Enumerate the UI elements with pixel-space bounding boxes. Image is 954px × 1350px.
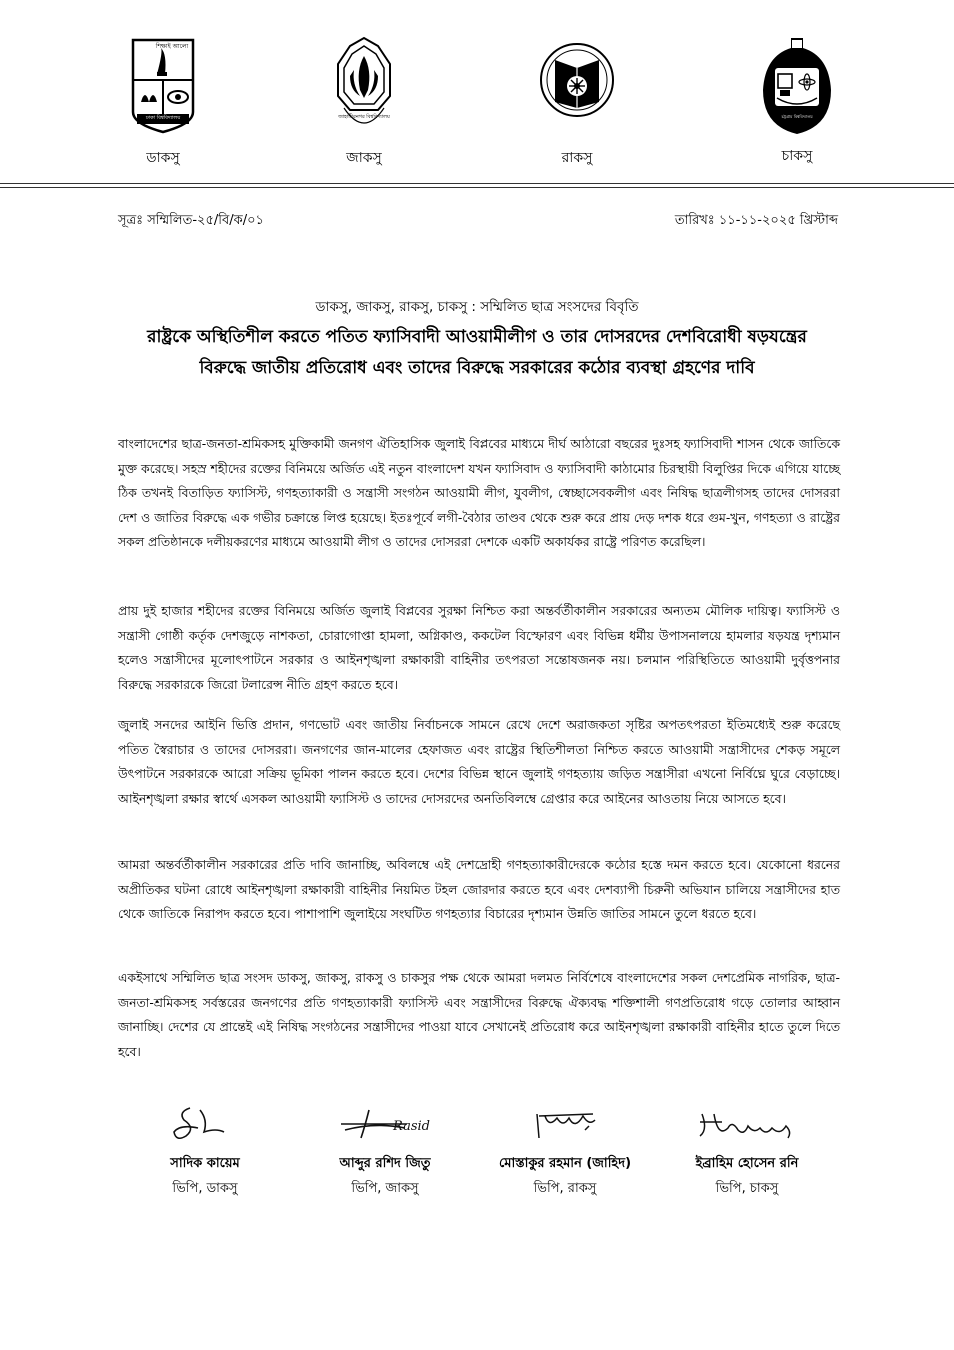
- signatory-name-cucsu: ইব্রাহিম হোসেন রনি: [695, 1156, 799, 1171]
- signatory-role-jucsu: ভিপি, জাকসু: [351, 1181, 419, 1196]
- signature-block-cucsu: [652, 1102, 842, 1200]
- ducsu-seal-motto: শিক্ষাই আলো: [155, 43, 189, 50]
- body-paragraph-3: জুলাই সনদের আইনি ভিত্তি প্রদান, গণভোট এবং জাতীয় নির্বাচনকে সামনে রেখে দেশে অরাজকতা সৃষ্টির অপতৎপরতা ইতিমধ্যেই শুরু করেছে পতিত স্বৈরাচার ও তাদের দোসররা। জনগণের জান-মালের হেফাজত এবং রাষ্ট্রের স্থিতিশীলতা নিশ্চিত করতে আওয়ামী সন্ত্রাসীদের শেকড় সমূলে উৎপাটনে সরকারকে আরো সক্রিয় ভূমিকা পালন করতে হবে। দেশের বিভিন্ন স্থানে জুলাই গণহত্যায় জড়িত সন্ত্রাসীরা এখনো নির্বিঘ্নে ঘুরে বেড়াচ্ছে। আইনশৃঙ্খলা রক্ষার স্বার্থে এসকল আওয়ামী ফ্যাসিস্ট ও তাদের দোসরদের অনতিবিলম্বে গ্রেপ্তার করে আইনের আওতায় নিয়ে আসতে হবে।: [118, 717, 840, 806]
- header-rule-secondary: [0, 187, 954, 188]
- signature-icon: [160, 1102, 250, 1148]
- statement-subtitle: ডাকসু, জাকসু, রাকসু, চাকসু : সম্মিলিত ছাত্র সংসদের বিবৃতি: [315, 299, 639, 315]
- body-paragraph-5: একইসাথে সম্মিলিত ছাত্র সংসদ ডাকসু, জাকসু, রাকসু ও চাকসুর পক্ষ থেকে আমরা দলমত নির্বিশেষে বাংলাদেশের সকল দেশপ্রেমিক নাগরিক, ছাত্র-জনতা-শ্রমিকসহ সর্বস্তরের জনগণের প্রতি গণহত্যাকারী ফ্যাসিস্ট এবং সন্ত্রাসীদের বিরুদ্ধে ঐক্যবদ্ধ শক্তিশালী গণপ্রতিরোধ গড়ে তোলার আহ্বান জানাচ্ছি। দেশের যে প্রান্তেই এই নিষিদ্ধ সংগঠনের সন্ত্রাসীদের পাওয়া যাবে সেখানেই প্রতিরোধ করে আইনশৃঙ্খলা রক্ষাকারী বাহিনীর হাতে তুলে দিতে হবে।: [118, 970, 840, 1059]
- signatory-role-cucsu: ভিপি, চাকসু: [715, 1181, 779, 1196]
- signature-icon: [692, 1102, 802, 1148]
- jahangirnagar-university-seal-icon: [330, 34, 398, 138]
- body-paragraph-4: আমরা অন্তর্বর্তীকালীন সরকারের প্রতি দাবি জানাচ্ছি, অবিলম্বে এই দেশদ্রোহী গণহত্যাকারীদেরকে কঠোর হস্তে দমন করতে হবে। যেকোনো ধরনের অপ্রীতিকর ঘটনা রোধে আইনশৃঙ্খলা রক্ষাকারী বাহিনীর নিয়মিত টহল জোরদার করতে হবে এবং দেশব্যাপী চিরুনী অভিযান চালিয়ে সন্ত্রাসীদের হাত থেকে জাতিকে নিরাপদ করতে হবে। পাশাপাশি জুলাইয়ে সংঘটিত গণহত্যার বিচারের দৃশ্যমান উন্নতি জাতির সামনে তুলে ধরতে হবে।: [118, 857, 840, 922]
- chittagong-university-seal-icon: [759, 34, 835, 138]
- signatory-name-jucsu: আব্দুর রশিদ জিতু: [339, 1156, 431, 1171]
- header-rule: [0, 183, 954, 184]
- rajshahi-university-seal-icon: [535, 34, 619, 138]
- header-logos: [0, 34, 954, 174]
- logo-label-cucsu: চাকসু: [781, 148, 813, 164]
- body-paragraph-2: প্রায় দুই হাজার শহীদের রক্তের বিনিময়ে অর্জিত জুলাই বিপ্লবের সুরক্ষা নিশ্চিত করা অন্তর্বর্তীকালীন সরকারের অন্যতম মৌলিক দায়িত্ব। ফ্যাসিস্ট ও সন্ত্রাসী গোষ্ঠী কর্তৃক দেশজুড়ে নাশকতা, চোরাগোপ্তা হামলা, অগ্নিকাণ্ড, ককটেল বিস্ফোরণ এবং বিভিন্ন ধর্মীয় উপাসনালয়ে হামলার ষড়যন্ত্র দৃশ্যমান হলেও সন্ত্রাসীদের মূলোৎপাটনে সরকার ও আইনশৃঙ্খলা রক্ষাকারী বাহিনীর তৎপরতা সন্তোষজনক নয়। চলমান পরিস্থিতিতে আওয়ামী দুর্বৃত্তপনার বিরুদ্ধে সরকারকে জিরো টলারেন্স নীতি গ্রহণ করতে হবে।: [118, 603, 840, 692]
- signatory-name-rucsu: মোস্তাকুর রহমান (জাহিদ): [498, 1156, 632, 1171]
- signatory-role-ducsu: ভিপি, ডাকসু: [172, 1181, 238, 1196]
- signature-block-rucsu: [470, 1102, 660, 1200]
- signature-script-jucsu: Rasid: [393, 1119, 430, 1134]
- logo-jucsu: [299, 34, 429, 166]
- signature-block-ducsu: [110, 1102, 300, 1200]
- letter-date: তারিখঃ ১১-১১-২০২৫ খ্রিস্টাব্দ: [674, 213, 838, 228]
- signature-block-jucsu: [290, 1102, 480, 1200]
- cucsu-seal-text: চট্টগ্রাম বিশ্ববিদ্যালয়: [781, 114, 813, 119]
- signature-icon: [335, 1102, 435, 1148]
- logo-cucsu: [732, 34, 862, 164]
- reference-number: সূত্রঃ সম্মিলিত-২৫/বি/ক/০১: [118, 213, 264, 228]
- jucsu-seal-text: জাহাঙ্গীরনগর বিশ্ববিদ্যালয়: [338, 114, 390, 120]
- logo-rucsu: [512, 34, 642, 166]
- body-paragraph-1: বাংলাদেশের ছাত্র-জনতা-শ্রমিকসহ মুক্তিকামী জনগণ ঐতিহাসিক জুলাই বিপ্লবের মাধ্যমে দীর্ঘ আঠারো বছরের দুঃসহ ফ্যাসিবাদী শাসন থেকে জাতিকে মুক্ত করেছে। সহস্র শহীদের রক্তের বিনিময়ে অর্জিত এই নতুন বাংলাদেশ যখন ফ্যাসিবাদ ও ফ্যাসিবাদী কাঠামোর চিরস্থায়ী বিলুপ্তির দিকে এগিয়ে যাচ্ছে ঠিক তখনই বিতাড়িত ফ্যাসিস্ট, গণহত্যাকারী ও সন্ত্রাসী সংগঠন আওয়ামী লীগ, যুবলীগ, স্বেচ্ছাসেবকলীগ এবং নিষিদ্ধ ছাত্রলীগসহ তাদের দোসররা দেশ ও জাতির বিরুদ্ধে এক গভীর চক্রান্তে লিপ্ত হয়েছে। ইতঃপূর্বে লগী-বৈঠার তাণ্ডব থেকে শুরু করে প্রায় দেড় দশক ধরে গুম-খুন, গণহত্যা ও রাষ্ট্রের সকল প্রতিষ্ঠানকে দলীয়করণের মাধ্যমে আওয়ামী লীগ ও তাদের দোসররা দেশকে একটি অকার্যকর রাষ্ট্রে পরিণত করেছিল।: [118, 436, 840, 550]
- logo-label-rucsu: রাকসু: [561, 150, 593, 166]
- logo-ducsu: [98, 34, 228, 166]
- signatory-name-ducsu: সাদিক কায়েম: [170, 1156, 240, 1171]
- statement-title-line-2: বিরুদ্ধে জাতীয় প্রতিরোধ এবং তাদের বিরুদ্ধে সরকারের কঠোর ব্যবস্থা গ্রহণের দাবি: [199, 358, 755, 378]
- statement-title-line-1: রাষ্ট্রকে অস্থিতিশীল করতে পতিত ফ্যাসিবাদী আওয়ামীলীগ ও তার দোসরদের দেশবিরোধী ষড়যন্ত্রের: [147, 327, 807, 347]
- signature-icon: [515, 1102, 615, 1148]
- signatory-role-rucsu: ভিপি, রাকসু: [533, 1181, 597, 1196]
- logo-label-ducsu: ডাকসু: [146, 150, 180, 166]
- ducsu-seal-banner: ঢাকা বিশ্ববিদ্যালয়: [145, 115, 181, 121]
- logo-label-jucsu: জাকসু: [346, 150, 382, 166]
